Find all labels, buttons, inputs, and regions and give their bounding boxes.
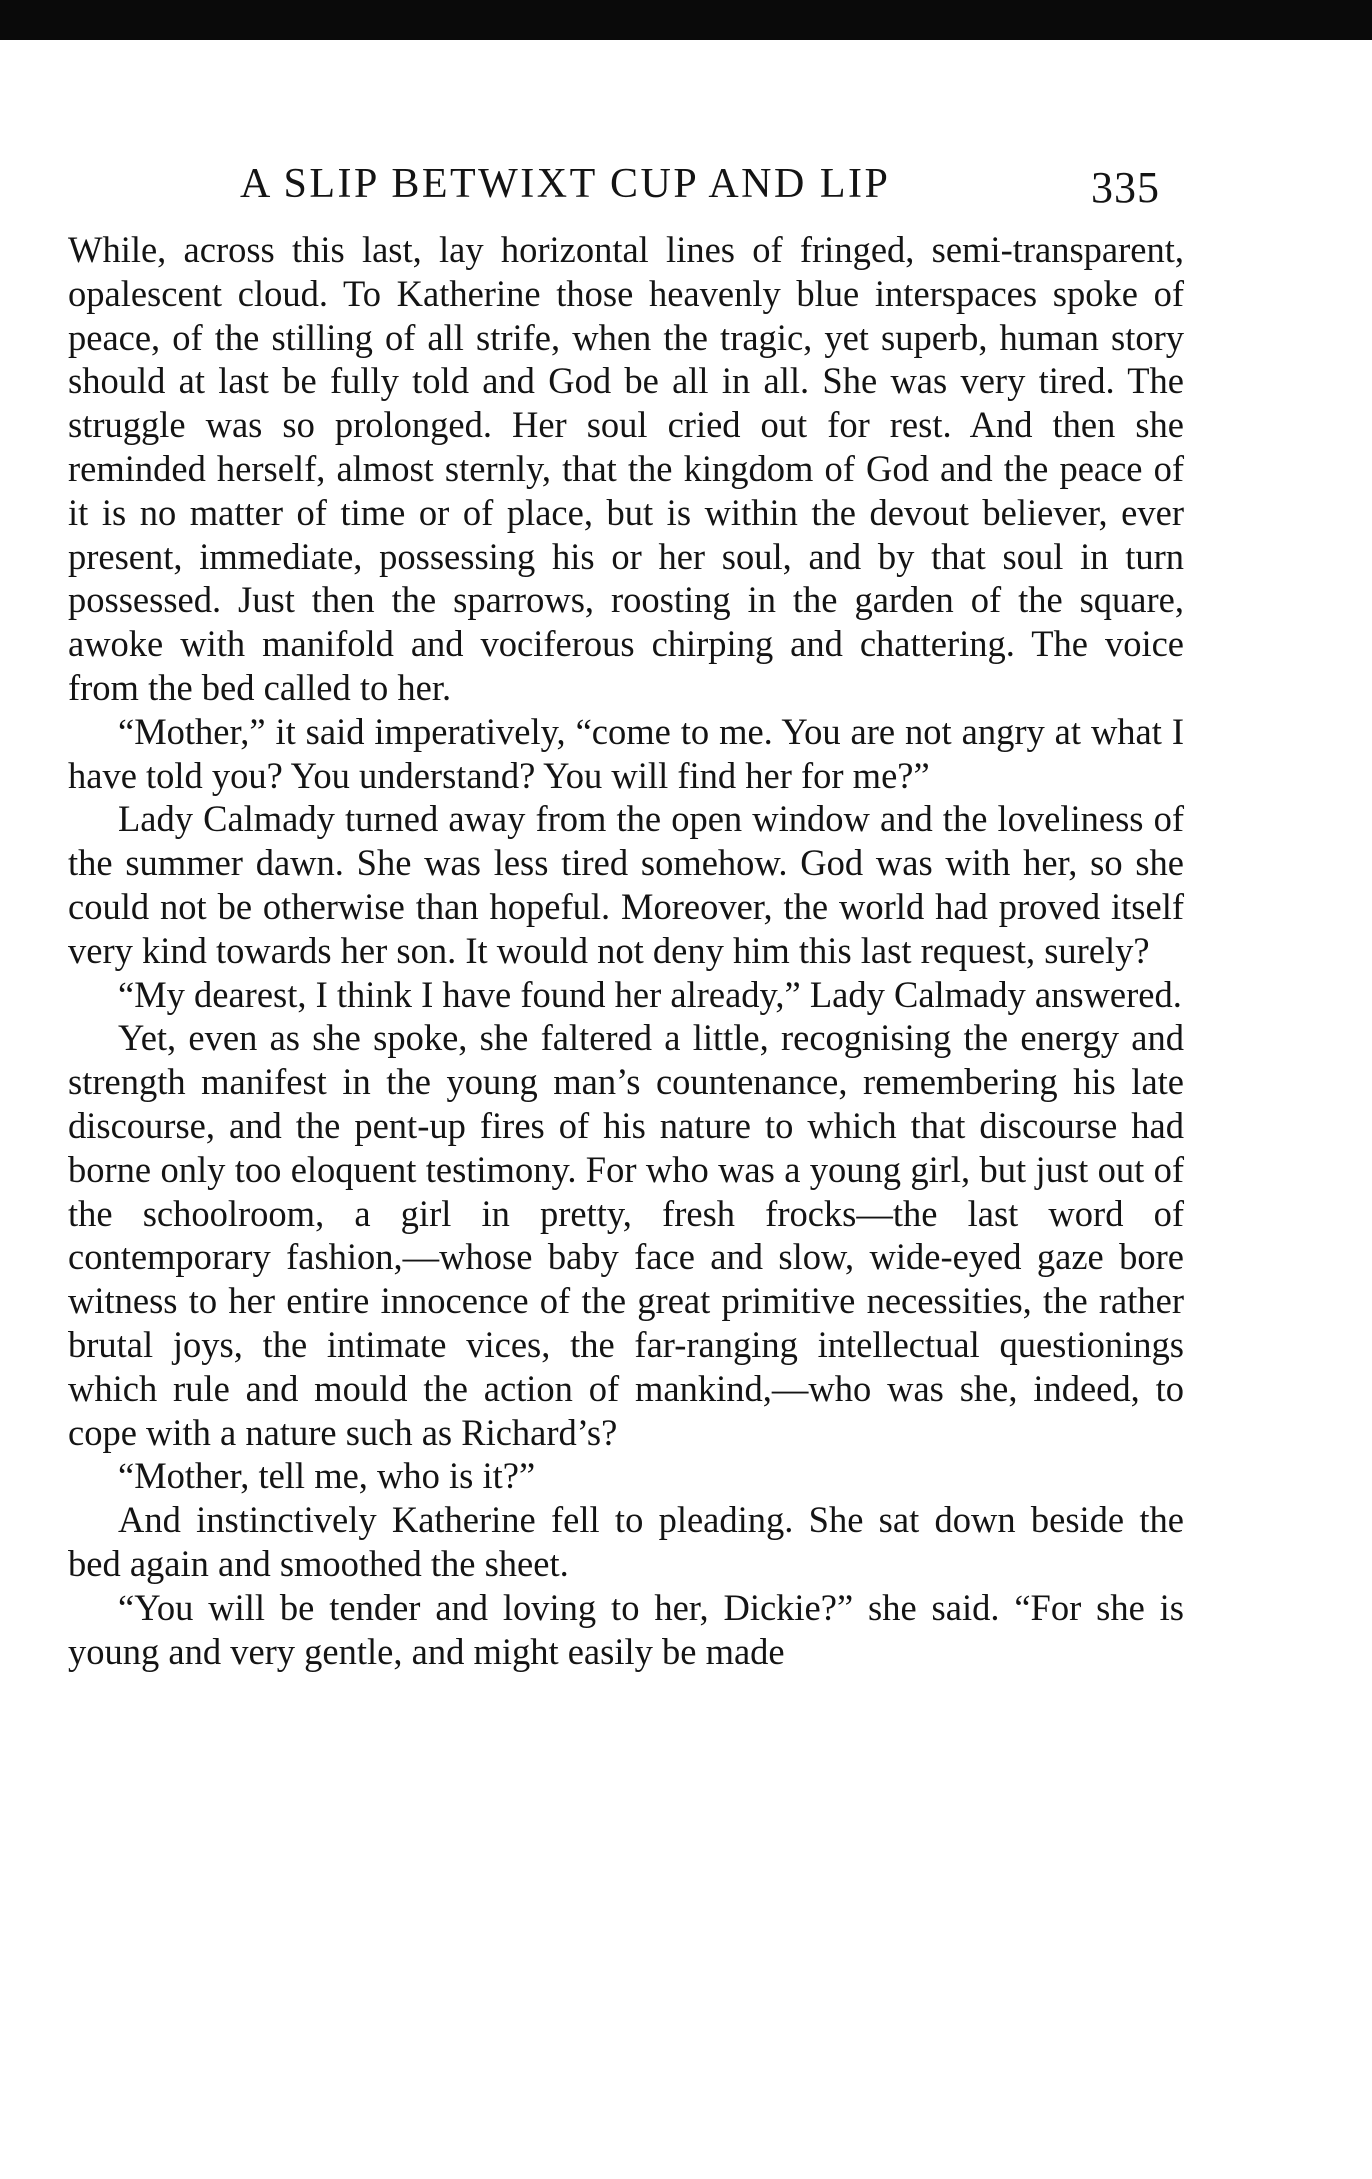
body-text	[68, 228, 1184, 1673]
paragraph: “Mother, tell me, who is it?”	[118, 1455, 536, 1497]
paragraph: Yet, even as she spoke, she faltered a little, recognising the energy and strength manifest in the young man’s countenance, remembering his late discourse, and the pent-up fires of his nature to which that discourse had borne only too eloquent testimony. For who was a young girl, but just out of the schoolroom, a girl in pretty, fresh frocks—the last word of contemporary fashion,—whose baby face and slow, wide-eyed gaze bore witness to her entire innocence of the great primitive necessities, the rather brutal joys, the intimate vices, the far-ranging intellectual questionings which rule and mould the action of mankind,—who was she, indeed, to cope with a nature such as Richard’s?	[68, 1017, 1184, 1453]
scan-top-edge	[0, 0, 1372, 40]
paragraph: “You will be tender and loving to her, Dickie?” she said. “For she is young and very gentle, and might easily be made	[68, 1586, 1184, 1672]
paragraph: While, across this last, lay horizontal lines of fringed, semi-transparent, opalescent cloud. To Katherine those heavenly blue interspaces spoke of peace, of the stilling of all strife, when the tragic, yet superb, human story should at last be fully told and God be all in all. She was very tired. The struggle was so prolonged. Her soul cried out for rest. And then she reminded herself, almost sternly, that the kingdom of God and the peace of it is no matter of time or of place, but is within the devout believer, ever present, immediate, possessing his or her soul, and by that soul in turn possessed. Just then the sparrows, roosting in the garden of the square, awoke with manifold and vociferous chirping and chattering. The voice from the bed called to her.	[68, 229, 1184, 708]
paragraph: Lady Calmady turned away from the open window and the loveliness of the summer dawn. She was less tired somehow. God was with her, so she could not be otherwise than hopeful. Moreover, the world had proved itself very kind towards her son. It would not deny him this last request, surely?	[68, 798, 1184, 971]
running-head	[68, 160, 1184, 220]
running-title: A SLIP BETWIXT CUP AND LIP	[240, 161, 891, 207]
book-page	[68, 160, 1184, 1673]
paragraph: “Mother,” it said imperatively, “come to me. You are not angry at what I have told you? You understand? You will find her for me?”	[68, 710, 1184, 796]
page-number: 335	[1091, 163, 1160, 212]
paragraph: And instinctively Katherine fell to pleading. She sat down beside the bed again and smoothed the sheet.	[68, 1499, 1184, 1584]
paragraph: “My dearest, I think I have found her already,” Lady Calmady answered.	[118, 973, 1182, 1015]
